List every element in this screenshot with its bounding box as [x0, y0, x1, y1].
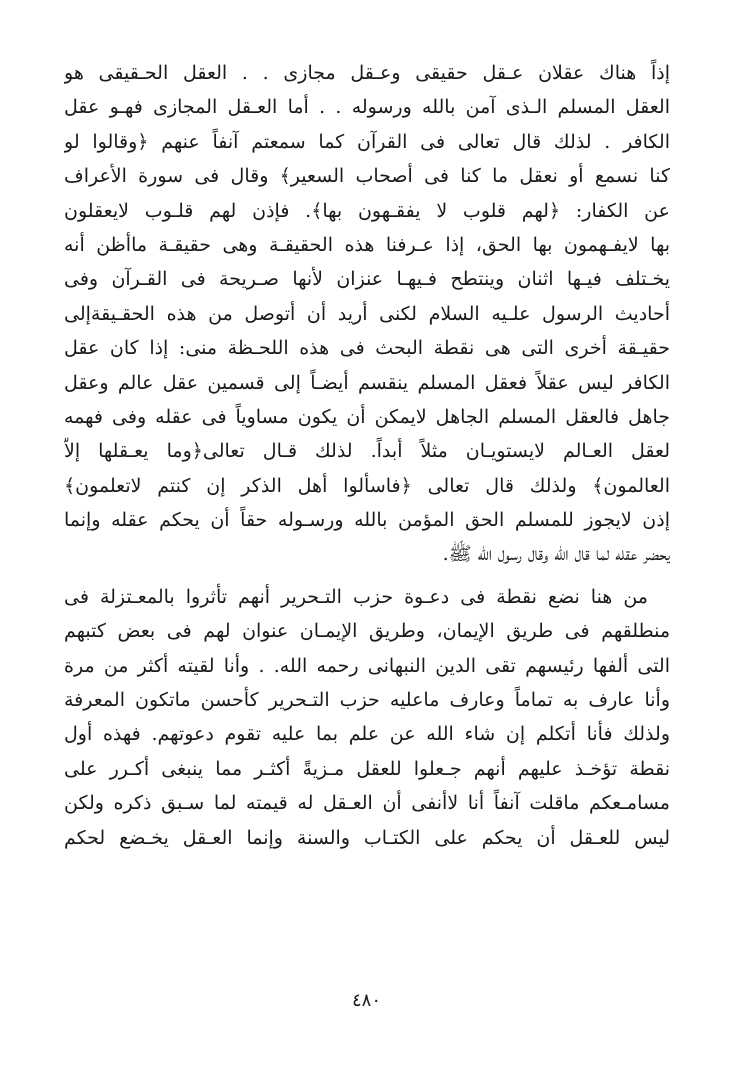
text-line: كنا نسمع أو نعقل ما كنا فى أصحاب السعير﴾ وقال فى سورة الأعراف — [64, 165, 670, 188]
paragraph — [64, 56, 670, 572]
page-number: ٤٨٠ — [351, 990, 381, 1011]
text-line: نقطة تؤخـذ عليهم أنهم جـعلوا للعقل مـزيةً أكثـر مما ينبغى أكـرر على — [64, 757, 670, 780]
text-line: العالمون﴾ ولذلك قال تعالى ﴿فاسألوا أهل الذكر إن كنتم لاتعلمون﴾ — [64, 474, 670, 497]
text-line: إذن لايجوز للمسلم الحق المؤمن بالله ورسـوله حقاً أن يحكم عقله وإنما — [64, 509, 670, 532]
paragraph — [64, 580, 670, 855]
text-line: وأنا عارف به تماماً وعارف ماعليه حزب التـحرير كأحسن ماتكون المعرفة — [64, 689, 670, 712]
text-line: إذاً هناك عقلان عـقل حقيقى وعـقل مجازى . . العقل الحـقيقى هو — [64, 62, 670, 84]
text-line: عن الكفار: ﴿لهم قلوب لا يفقـهون بها﴾. فإذن لهم قلـوب لايعقلون — [64, 199, 670, 222]
text-line: ولذلك فأنا أتكلم إن شاء الله عن علم بما عليه تقوم دعوتهم. فهذه أول — [64, 723, 670, 746]
text-line: مسامـعكم ماقلت آنفاً أنا لاأنفى أن العـقل له قيمته لما سـبق ذكره ولكن — [64, 792, 670, 815]
text-line: من هنا نضع نقطة فى دعـوة حزب التـحرير أنهم تأثروا بالمعـتزلة فى — [64, 585, 648, 608]
text-line: بها لايفـهمون بها الحق، إذا عـرفنا هذه الحقيقـة وهى حقيقـة ماأظن أنه — [64, 233, 670, 256]
text-line: الكافر . لذلك قال تعالى فى القرآن كما سمعتم آنفاً عنهم ﴿وقالوا لو — [64, 130, 670, 153]
text-line: العقل المسلم الـذى آمن بالله ورسوله . . أما العـقل المجازى فهـو عقل — [64, 96, 670, 119]
text-line: حقيـقة أخرى التى هى نقطة البحث فى هذه اللحـظة منى: إذا كان عقل — [64, 337, 670, 360]
page-body — [64, 56, 670, 855]
text-line: يخـتلف فيـها اثنان وينتطح فـيهـا عنزان لأنها صـريحة فى القـرآن وفى — [64, 268, 670, 291]
text-line: جاهل فالعقل المسلم الجاهل لايمكن أن يكون مساوياً فى عقله وفى فهمه — [64, 405, 670, 428]
text-line: منطلقهم فى طريق الإيمان، وطريق الإيمـان عنوان لهم فى بعض كتبهم — [64, 620, 670, 643]
text-line: التى ألفها رئيسهم تقى الدين النبهانى رحمه الله. . وأنا لقيته أكثر من مرة — [64, 654, 670, 677]
text-line: أحاديث الرسول علـيه السلام لكنى أريد أن أتوصل من هذه الحقـيقةإلى — [64, 302, 670, 325]
text-line: الكافر ليس عقلاً فعقل المسلم ينقسم أيضـاً إلى قسمين عقل عالم وعقل — [64, 371, 670, 394]
text-line: لعقل العـالم لايستويـان مثلاً أبداً. لذلك قـال تعالى﴿وما يعـقلها إلاّ — [64, 440, 670, 463]
text-line: يحضر عقله لما قال الله وقال رسول الله ﷺ. — [442, 543, 670, 566]
text-line: ليس للعـقل أن يحكم على الكتـاب والسنة وإنما العـقل يخـضع لحكم — [64, 826, 670, 849]
